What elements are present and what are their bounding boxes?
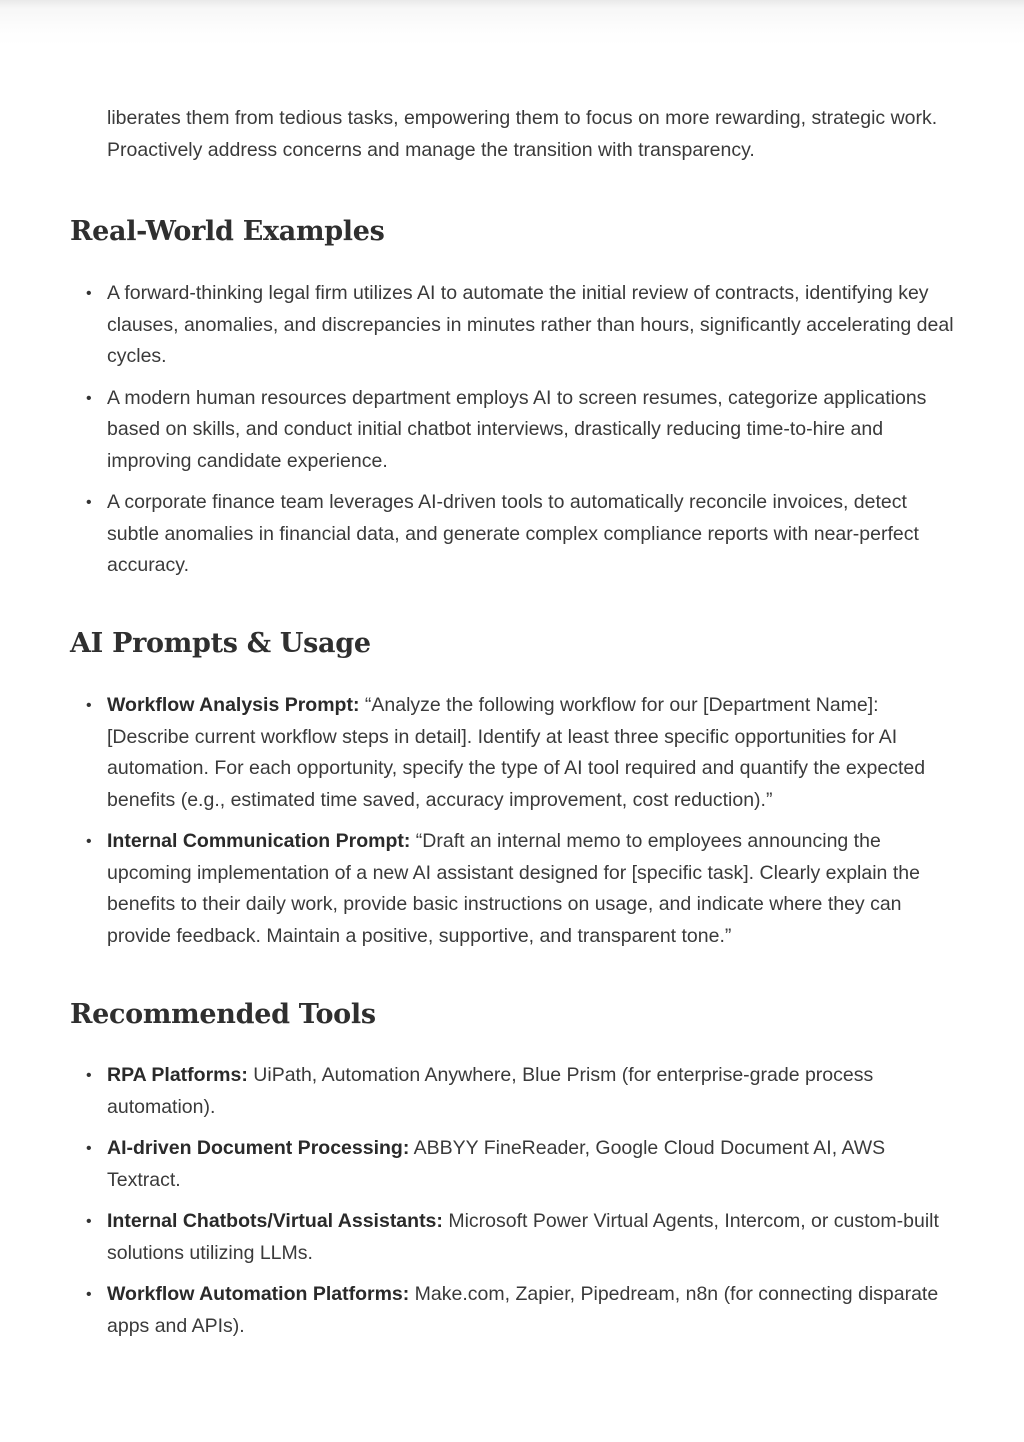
list-item: • A forward-thinking legal firm utilizes AI to automate the initial review of contracts, identifying key clauses, anomalies, and discrepancies in minutes rather than hours, significantly accelerating deal cycles. [0, 278, 957, 373]
list-item [0, 826, 957, 952]
bullet-icon: • [86, 833, 92, 850]
bullet-icon: • [86, 1286, 92, 1303]
item-label: Internal Communication Prompt: [107, 830, 411, 852]
bullet-icon: • [86, 285, 92, 302]
item-text: UiPath, Automation Anywhere, Blue Prism (for enterprise-grade process automation). [107, 1064, 874, 1118]
list-item: • A modern human resources department employs AI to screen resumes, categorize applications based on skills, and conduct initial chatbot interviews, drastically reducing time-to-hire and improving candidate experience. [0, 383, 957, 478]
item-label: Workflow Automation Platforms: [107, 1283, 410, 1305]
tools-list [0, 1060, 1024, 1352]
bullet-icon: • [86, 1140, 92, 1157]
list-item: • A corporate finance team leverages AI-driven tools to automatically reconcile invoices, detect subtle anomalies in financial data, and generate complex compliance reports with near-perfect accuracy. [0, 487, 957, 582]
bullet-icon: • [86, 494, 92, 511]
item-label: RPA Platforms: [107, 1064, 248, 1086]
heading-real-world-examples: Real-World Examples [70, 216, 385, 247]
item-text: “Analyze the following workflow for our [Department Name]: [Describe current workflow steps in detail]. Identify at least three specific opportunities for AI automation. For each opportunity, specify the type of AI tool required and quantify the expected benefits (e.g., estimated time saved, accuracy improvement, cost reduction).” [107, 694, 926, 811]
top-scroll-shadow [0, 0, 1024, 46]
examples-list [0, 278, 1024, 592]
list-item [0, 690, 957, 816]
list-item [0, 1279, 957, 1342]
item-text: “Draft an internal memo to employees announcing the upcoming implementation of a new AI assistant designed for [specific task]. Clearly explain the benefits to their daily work, provide basic instructions on usage, and indicate where they can provide feedback. Maintain a positive, supportive, and transparent tone.” [107, 830, 920, 947]
item-text: Make.com, Zapier, Pipedream, n8n (for connecting disparate apps and APIs). [107, 1283, 939, 1337]
list-item [0, 1133, 957, 1196]
heading-ai-prompts: AI Prompts & Usage [70, 628, 371, 659]
item-text: Microsoft Power Virtual Agents, Intercom, or custom-built solutions utilizing LLMs. [107, 1210, 939, 1264]
item-label: Internal Chatbots/Virtual Assistants: [107, 1210, 443, 1232]
item-label: Workflow Analysis Prompt: [107, 694, 360, 716]
list-item [0, 1206, 957, 1269]
item-text: ABBYY FineReader, Google Cloud Document AI, AWS Textract. [107, 1137, 886, 1191]
prompts-list [0, 690, 1024, 962]
bullet-icon: • [86, 697, 92, 714]
bullet-icon: • [86, 389, 92, 407]
intro-paragraph: liberates them from tedious tasks, empowering them to focus on more rewarding, strategic work. Proactively address concerns and manage the transition with transparency. [107, 107, 938, 161]
bullet-icon: • [86, 1213, 92, 1230]
list-item [0, 1060, 957, 1123]
bullet-icon: • [86, 1067, 92, 1084]
heading-recommended-tools: Recommended Tools [70, 999, 376, 1030]
item-label: AI-driven Document Processing: [107, 1137, 410, 1159]
